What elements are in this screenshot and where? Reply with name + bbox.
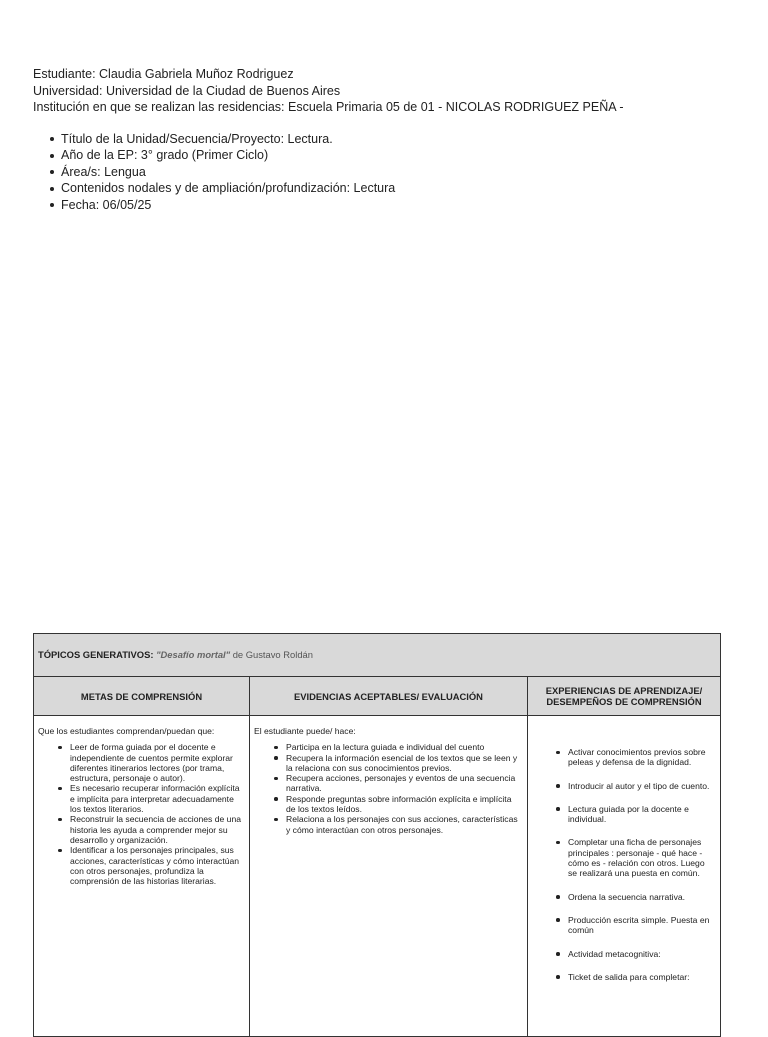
list-item: Ordena la secuencia narrativa. (568, 892, 715, 902)
topics-cell (34, 634, 721, 677)
column-header-metas: METAS DE COMPRENSIÓN (34, 677, 250, 716)
list-item: Actividad metacognitiva: (568, 949, 715, 959)
list-item: Leer de forma guiada por el docente e independiente de cuentos permite explorar diferentes itinerarios lectores (por trama, estructura, personaje o autor). (70, 742, 244, 783)
info-item-grade: Año de la EP: 3° grado (Primer Ciclo) (61, 147, 624, 164)
evidencias-cell (250, 716, 528, 1037)
topics-row (34, 634, 721, 677)
column-header-row (34, 677, 721, 716)
column-header-evidencias: EVIDENCIAS ACEPTABLES/ EVALUACIÓN (250, 677, 528, 716)
university-line: Universidad: Universidad de la Ciudad de Buenos Aires (33, 83, 341, 98)
metas-intro: Que los estudiantes comprendan/puedan que: (38, 726, 215, 736)
list-item: Recupera la información esencial de los textos que se leen y la relaciona con sus conocimientos previos. (286, 753, 522, 774)
list-item: Identificar a los personajes principales, sus acciones, características y cómo interactúan con otros personajes, profundiza la comprensión de las historias literarias. (70, 845, 244, 886)
list-item: Completar una ficha de personajes principales : personaje - qué hace - cómo es - relación con otros. Luego se realizará una puesta en común. (568, 837, 715, 878)
info-item-contents: Contenidos nodales y de ampliación/profundización: Lectura (61, 180, 624, 197)
list-item: Introducir al autor y el tipo de cuento. (568, 781, 715, 791)
metas-list (38, 742, 244, 886)
content-row (34, 716, 721, 1037)
list-item: Participa en la lectura guiada e individual del cuento (286, 742, 522, 752)
topics-title: "Desafío mortal" (156, 648, 231, 660)
list-item: Recupera acciones, personajes y eventos de una secuencia narrativa. (286, 773, 522, 794)
evidencias-list (254, 742, 522, 835)
list-item: Ticket de salida para completar: (568, 972, 715, 982)
list-item: Producción escrita simple. Puesta en común (568, 915, 715, 936)
evidencias-intro: El estudiante puede/ hace: (254, 726, 356, 736)
topics-label: TÓPICOS GENERATIVOS: (38, 648, 157, 660)
column-header-experiencias: EXPERIENCIAS DE APRENDIZAJE/ DESEMPEÑOS DE COMPRENSIÓN (528, 677, 721, 716)
info-item-date: Fecha: 06/05/25 (61, 197, 624, 214)
list-item: Es necesario recuperar información explícita e implícita para interpretar adecuadamente los textos literarios. (70, 783, 244, 814)
list-item: Relaciona a los personajes con sus acciones, características y cómo interactúan con otros personajes. (286, 814, 522, 835)
info-list (33, 131, 624, 214)
info-item-title: Título de la Unidad/Secuencia/Proyecto: Lectura. (61, 131, 624, 148)
experiencias-list (532, 747, 715, 982)
list-item: Activar conocimientos previos sobre peleas y defensa de la dignidad. (568, 747, 715, 768)
student-line: Estudiante: Claudia Gabriela Muñoz Rodriguez (33, 67, 294, 81)
document-header (33, 66, 624, 213)
planning-table (33, 633, 721, 1037)
topics-author: de Gustavo Roldán (230, 648, 313, 660)
list-item: Lectura guiada por la docente e individual. (568, 804, 715, 825)
list-item: Responde preguntas sobre información explícita e implícita de los textos leídos. (286, 794, 522, 815)
info-item-area: Área/s: Lengua (61, 164, 624, 181)
experiencias-cell (528, 716, 721, 1037)
institution-line: Institución en que se realizan las residencias: Escuela Primaria 05 de 01 - NICOLAS RODRIGUEZ PEÑA - (33, 100, 624, 114)
list-item: Reconstruir la secuencia de acciones de una historia les ayuda a comprender mejor su desarrollo y organización. (70, 814, 244, 845)
metas-cell (34, 716, 250, 1037)
